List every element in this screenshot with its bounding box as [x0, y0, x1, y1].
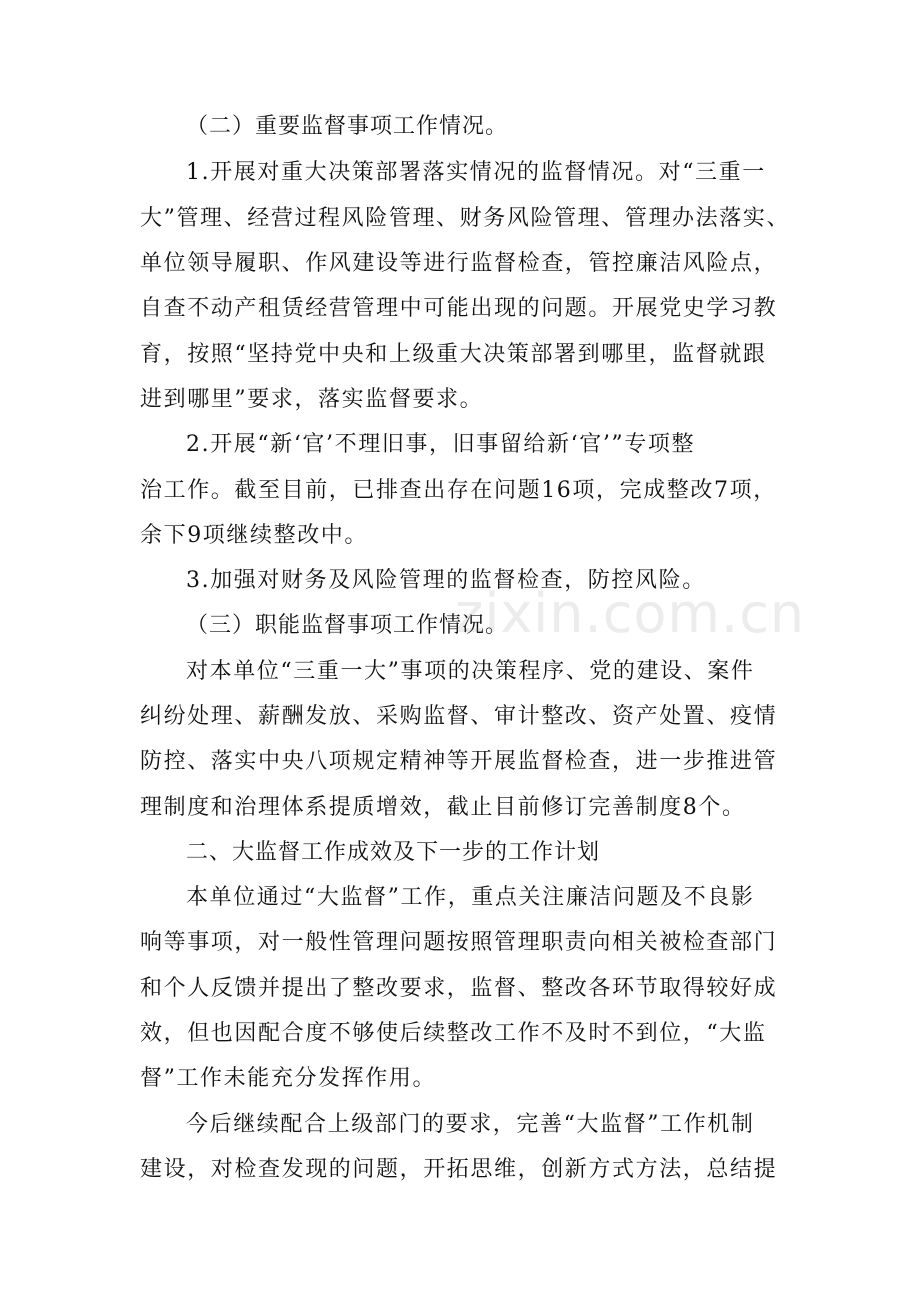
- paragraph-line: 单位领导履职、作风建设等进行监督检查，管控廉洁风险点，: [140, 251, 778, 276]
- paragraph-line: 大”管理、经营过程风险管理、财务风险管理、管理办法落实、: [140, 206, 791, 231]
- paragraph-line: 响等事项，对一般性管理问题按照管理职责向相关被检查部门: [140, 930, 778, 955]
- paragraph-line: 建设，对检查发现的问题，开拓思维，创新方式方法，总结提: [140, 1157, 778, 1182]
- paragraph-line: 本单位通过“大监督”工作，重点关注廉洁问题及不良影: [186, 885, 755, 910]
- paragraph-line: 今后继续配合上级部门的要求，完善“大监督”工作机制: [186, 1112, 755, 1137]
- paragraph-line: 进到哪里”要求，落实监督要求。: [140, 387, 484, 412]
- subheading-important-supervision: （二）重要监督事项工作情况。: [186, 114, 509, 139]
- paragraph-line: 理制度和治理体系提质增效，截止目前修订完善制度8个。: [140, 795, 746, 820]
- subheading-functional-supervision: （三）职能监督事项工作情况。: [186, 613, 509, 638]
- paragraph-line: 3.加强对财务及风险管理的监督检查，防控风险。: [186, 568, 706, 593]
- paragraph-line: 和个人反馈并提出了整改要求，监督、整改各环节取得较好成: [140, 976, 778, 1001]
- paragraph-line: 余下9项继续整改中。: [140, 523, 368, 548]
- section-heading-results-and-plan: 二、大监督工作成效及下一步的工作计划: [186, 840, 601, 865]
- paragraph-line: 育，按照“坚持党中央和上级重大决策部署到哪里，监督就跟: [140, 342, 767, 367]
- paragraph-line: 防控、落实中央八项规定精神等开展监督检查，进一步推进管: [140, 749, 778, 774]
- paragraph-line: 纠纷处理、薪酬发放、采购监督、审计整改、资产处置、疫情: [140, 704, 778, 729]
- paragraph-line: 治工作。截至目前，已排查出存在问题16项，完成整改7项，: [140, 478, 777, 503]
- paragraph-line: 自查不动产租赁经营管理中可能出现的问题。开展党史学习教: [140, 296, 778, 321]
- paragraph-line: 2.开展“新‘官’不理旧事，旧事留给新‘官’”专项整: [186, 432, 696, 457]
- watermark: zixin.com.cn: [455, 582, 806, 645]
- paragraph-line: 1.开展对重大决策部署落实情况的监督情况。对“三重一: [186, 160, 766, 185]
- paragraph-line: 督”工作未能充分发挥作用。: [140, 1066, 437, 1091]
- paragraph-line: 对本单位“三重一大”事项的决策程序、党的建设、案件: [186, 659, 755, 684]
- paragraph-line: 效，但也因配合度不够使后续整改工作不及时不到位，“大监: [140, 1021, 767, 1046]
